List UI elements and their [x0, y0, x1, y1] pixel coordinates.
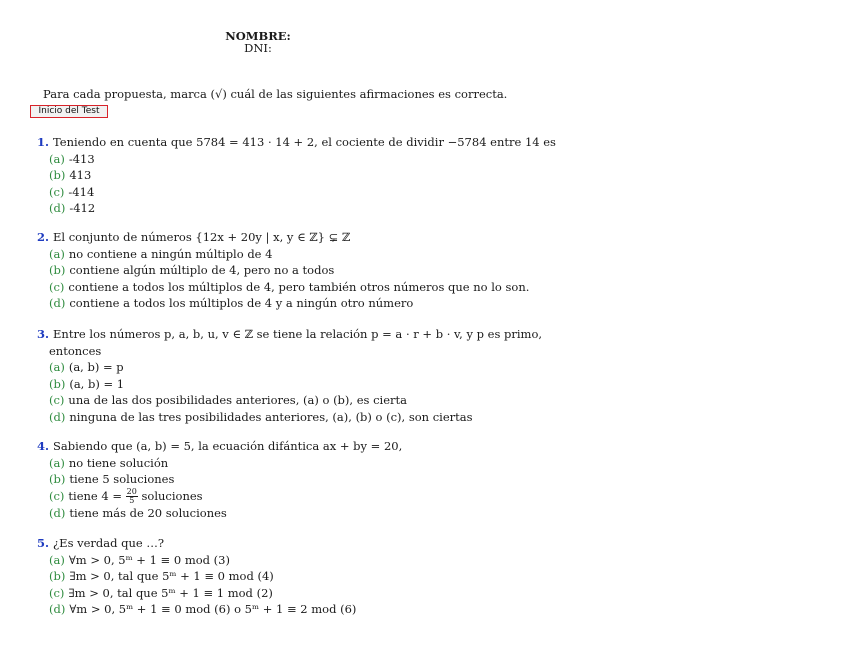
- option-a[interactable]: [37, 246, 517, 263]
- option-text: tiene más de 20 soluciones: [69, 505, 227, 520]
- option-text: ninguna de las tres posibilidades anteriores, (a), (b) o (c), son ciertas: [69, 409, 473, 424]
- option-letter: (d): [49, 409, 66, 424]
- option-text: contiene a todos los múltiplos de 4, pero también otros números que no lo son.: [68, 279, 530, 294]
- option-text: ∃m > 0, tal que 5ᵐ + 1 ≡ 0 mod (4): [69, 569, 274, 583]
- question-text: ¿Es verdad que …?: [53, 536, 165, 550]
- option-b[interactable]: [37, 167, 517, 184]
- option-letter: (b): [49, 263, 66, 277]
- option-c[interactable]: [37, 488, 517, 505]
- option-text: no tiene solución: [68, 455, 169, 470]
- question-text: Sabiendo que (a, b) = 5, la ecuación difántica ax + by = 20,: [53, 439, 403, 453]
- option-text: 413: [69, 168, 92, 182]
- question-1: [37, 134, 556, 217]
- option-text: -412: [69, 201, 96, 215]
- fraction: [126, 488, 138, 505]
- option-a[interactable]: [37, 151, 517, 168]
- option-text: -414: [68, 184, 95, 199]
- question-number: 3.: [37, 327, 50, 341]
- student-header: [0, 30, 516, 54]
- option-letter: (d): [49, 602, 66, 616]
- option-text: ∀m > 0, 5ᵐ + 1 ≡ 0 mod (6) o 5ᵐ + 1 ≡ 2 mod (6): [69, 602, 357, 616]
- option-d[interactable]: [37, 200, 517, 217]
- option-text: tiene 5 soluciones: [69, 472, 175, 486]
- option-text: ∃m > 0, tal que 5ᵐ + 1 ≡ 1 mod (2): [68, 585, 273, 600]
- option-letter: (c): [49, 393, 65, 407]
- option-text: -413: [68, 151, 95, 166]
- question-4: [37, 438, 517, 521]
- dni-label: DNI:: [244, 41, 272, 55]
- option-text-post: soluciones: [137, 488, 203, 503]
- option-letter: (c): [49, 488, 65, 503]
- option-letter: (a): [49, 151, 65, 166]
- option-d[interactable]: [37, 505, 517, 522]
- question-3: [37, 326, 543, 425]
- option-letter: (c): [49, 279, 65, 294]
- option-b[interactable]: [37, 376, 517, 393]
- question-number: 5.: [37, 536, 50, 550]
- option-c[interactable]: [37, 279, 530, 296]
- option-d[interactable]: [37, 409, 517, 426]
- option-d[interactable]: [37, 295, 517, 312]
- option-letter: (c): [49, 585, 65, 600]
- option-letter: (d): [49, 296, 66, 310]
- option-text: no contiene a ningún múltiplo de 4: [68, 246, 273, 261]
- option-b[interactable]: [37, 262, 517, 279]
- question-number: 1.: [37, 135, 50, 149]
- question-number: 2.: [37, 230, 50, 244]
- option-b[interactable]: [37, 471, 517, 488]
- question-2: [37, 229, 530, 312]
- question-5: [37, 535, 517, 618]
- option-letter: (d): [49, 505, 66, 520]
- option-c[interactable]: [37, 585, 517, 602]
- option-text: contiene algún múltiplo de 4, pero no a todos: [69, 263, 335, 277]
- option-b[interactable]: [37, 568, 517, 585]
- option-c[interactable]: [37, 392, 517, 409]
- question-text: El conjunto de números {12x + 20y | x, y ∈ ℤ} ⊊ ℤ: [53, 230, 351, 244]
- option-a[interactable]: [37, 552, 517, 569]
- option-text-pre: tiene 4 =: [68, 488, 126, 503]
- instructions-text: Para cada propuesta, marca (√) cuál de las siguientes afirmaciones es correcta.: [43, 87, 508, 101]
- option-letter: (c): [49, 184, 65, 199]
- option-letter: (b): [49, 569, 66, 583]
- option-c[interactable]: [37, 184, 517, 201]
- question-text-continued: entonces: [49, 343, 102, 358]
- option-letter: (b): [49, 472, 66, 486]
- option-letter: (d): [49, 201, 66, 215]
- option-letter: (a): [49, 360, 65, 374]
- option-letter: (a): [49, 246, 65, 261]
- question-number: 4.: [37, 439, 50, 453]
- option-letter: (a): [49, 552, 65, 567]
- option-a[interactable]: [37, 359, 517, 376]
- start-test-button[interactable]: Inicio del Test: [30, 105, 108, 118]
- fraction-denominator: 5: [129, 496, 135, 505]
- option-text: contiene a todos los múltiplos de 4 y a ningún otro número: [69, 296, 414, 310]
- question-text: Entre los números p, a, b, u, v ∈ ℤ se tiene la relación p = a · r + b · v, y p es primo,: [53, 327, 543, 341]
- option-text: (a, b) = p: [68, 360, 124, 374]
- question-text: Teniendo en cuenta que 5784 = 413 · 14 + 2, el cociente de dividir −5784 entre 14 es: [53, 135, 556, 149]
- option-text: ∀m > 0, 5ᵐ + 1 ≡ 0 mod (3): [68, 552, 230, 567]
- option-a[interactable]: [37, 455, 517, 472]
- option-text: (a, b) = 1: [69, 376, 125, 391]
- option-letter: (b): [49, 376, 66, 391]
- option-text: una de las dos posibilidades anteriores, (a) o (b), es cierta: [68, 393, 407, 407]
- fraction-numerator: 20: [126, 487, 137, 496]
- option-letter: (a): [49, 455, 65, 470]
- option-letter: (b): [49, 168, 66, 182]
- nombre-label: NOMBRE:: [225, 29, 291, 43]
- option-d[interactable]: [37, 601, 517, 618]
